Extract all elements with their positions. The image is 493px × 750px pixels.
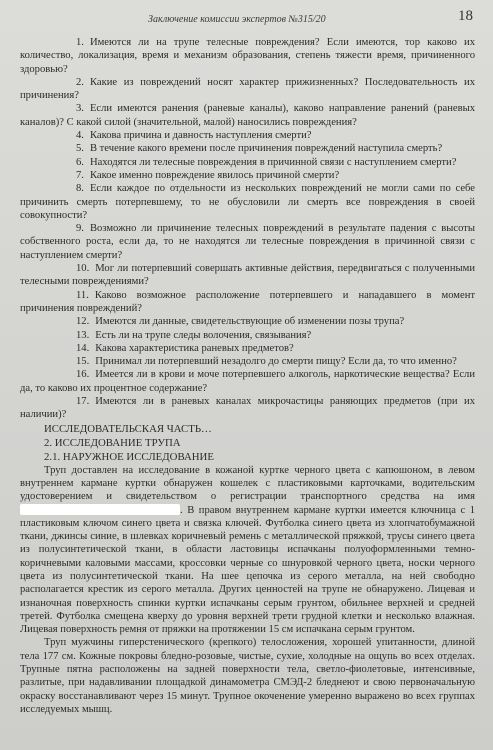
question-number: 14. xyxy=(76,342,90,354)
question-text: Имеются ли данные, свидетельствующие об изменении позы трупа? xyxy=(95,316,405,328)
question-number: 4. xyxy=(76,130,84,142)
question-number: 13. xyxy=(76,329,90,341)
question-text: Какова характеристика раневых предметов? xyxy=(95,342,294,354)
question-item xyxy=(20,315,475,328)
question-text: Имеется ли в крови и моче потерпевшего алкоголь, наркотические вещества? Если да, то каково их процентное содержание? xyxy=(20,369,475,394)
header-title: Заключение комиссии экспертов №315/20 xyxy=(148,14,326,25)
question-item xyxy=(20,222,475,262)
question-text: Какие из повреждений носят характер прижизненных? Последовательность их причинения? xyxy=(20,76,475,102)
question-item xyxy=(20,395,475,422)
question-item xyxy=(20,169,475,182)
question-number: 8. xyxy=(76,183,84,195)
page-header xyxy=(0,8,493,30)
question-item xyxy=(20,368,475,395)
section-heading-corpse: 2. ИССЛЕДОВАНИЕ ТРУПА xyxy=(44,436,181,449)
question-list xyxy=(20,36,475,422)
question-item xyxy=(20,182,475,222)
question-number: 15. xyxy=(76,356,90,368)
question-number: 9. xyxy=(76,223,84,235)
question-text: Каково возможное расположение потерпевшего и нападавшего в момент причинения повреждений? xyxy=(20,289,475,314)
question-number: 3. xyxy=(76,103,84,115)
page-number: 18 xyxy=(458,8,473,24)
paragraph-clothing-end: . В правом внутреннем кармане куртки имеется ключница с 1 пластиковым ключом синего цвета и связка ключей. Футболка синего цвета из хлопчатобумажной ткани, джинсы синие, в шлевках коричневый ремень с металлической пряжкой, трусы синего цвета из полусинтетической ткани, в области ластовицы испачканы полуоформленными темно-коричневыми каловыми массами, кроссовки черные со шнуровкой черного цвета, носки черного цвета из полусинтетической ткани. На шее цепочка из серого металла, на ней свободно располагается крестик из серого металла. Других ценностей на трупе не обнаружено. Лицевая и изнаночная поверхность спинки куртки испачканы серым грунтом, обильнее верхней и средней третей. Футболка смещена кверху до уровня верхней трети грудной клетки и несколько влажная. Лицевая поверхность ремня от пряжки на протяжении 15 см испачкана серым грунтом. xyxy=(20,504,475,636)
question-number: 12. xyxy=(76,316,90,328)
question-text: Есть ли на трупе следы волочения, связывания? xyxy=(95,329,312,341)
question-text: Если имеются ранения (раневые каналы), каково направление ранений (раневых каналов)? С какой силой (значительной, малой) наносились повреждения? xyxy=(20,103,475,128)
question-text: В течение какого времени после причинения повреждений наступила смерть? xyxy=(89,143,443,155)
section-heading-external: 2.1. НАРУЖНОЕ ИССЛЕДОВАНИЕ xyxy=(44,450,214,463)
question-item xyxy=(20,156,475,169)
question-number: 2. xyxy=(76,76,84,88)
paragraph-body-description: Труп мужчины гиперстенического (крепкого) телосложения, хорошей упитанности, длиной тела 177 см. Кожные покровы бледно-розовые, чистые, сухие, холодные на ощупь во всех отделах. Трупные пятна расположены на задней поверхности тела, светло-фиолетовые, интенсивные, разлитые, при надавливании площадкой динамометра СМЭД-2 бледнеют и свою первоначальную окраску восстанавливают через 15 минут. Трупное окоченение умеренно выражено во всех группах исследуемых мышц. xyxy=(20,637,475,715)
question-item xyxy=(20,355,475,368)
question-number: 17. xyxy=(76,396,90,408)
question-item xyxy=(20,76,475,103)
question-text: Мог ли потерпевший совершать активные действия, передвигаться с полученными телесными повреждениями? xyxy=(20,263,475,288)
document-content xyxy=(20,36,475,716)
question-text: Принимал ли потерпевший незадолго до смерти пищу? Если да, то что именно? xyxy=(95,356,457,368)
section-heading-research: ИССЛЕДОВАТЕЛЬСКАЯ ЧАСТЬ… xyxy=(44,422,212,435)
question-number: 1. xyxy=(76,37,84,48)
question-number: 10. xyxy=(76,263,90,275)
question-item xyxy=(20,36,475,76)
question-text: Имеются ли в раневых каналах микрочастицы раняющих предметов (при их наличии)? xyxy=(20,396,475,421)
question-text: Находятся ли телесные повреждения в причинной связи с наступлением смерти? xyxy=(89,156,457,168)
question-text: Какова причина и давность наступления смерти? xyxy=(89,130,312,142)
question-item xyxy=(20,342,475,355)
question-text: Имеются ли на трупе телесные повреждения? Если имеются, тор каково их количество, локализация, время и механизм образования, степень тяжести время, причиненного здоровью? xyxy=(20,37,475,75)
paragraph-clothing-start: Труп доставлен на исследование в кожаной куртке черного цвета с капюшоном, в левом внутреннем кармане куртки обнаружен кошелек с пластиковыми карточками, водительским удостоверением и свидетельством о регистрации транспортного средства на имя xyxy=(20,464,475,503)
question-number: 5. xyxy=(76,143,84,155)
question-item xyxy=(20,129,475,142)
question-number: 11. xyxy=(76,289,89,301)
redacted-name xyxy=(20,504,180,515)
question-item xyxy=(20,329,475,342)
question-text: Если каждое по отдельности из нескольких повреждений не могли сами по себе причинить смерть потерпевшему, то не обусловили ли смерть все повреждения в своей совокупности? xyxy=(20,183,475,221)
question-number: 7. xyxy=(76,169,84,181)
question-item xyxy=(20,102,475,129)
question-text: Какое именно повреждение явилось причиной смерти? xyxy=(89,169,340,181)
question-number: 16. xyxy=(76,369,90,381)
question-item xyxy=(20,142,475,155)
paragraph-clothing xyxy=(20,464,475,637)
question-item xyxy=(20,262,475,289)
question-text: Возможно ли причинение телесных повреждений в результате падения с высоты собственного роста, если да, то не находятся ли телесные повреждения в причинной связи с наступлением смерти? xyxy=(20,223,475,261)
question-item xyxy=(20,289,475,316)
question-number: 6. xyxy=(76,156,84,168)
